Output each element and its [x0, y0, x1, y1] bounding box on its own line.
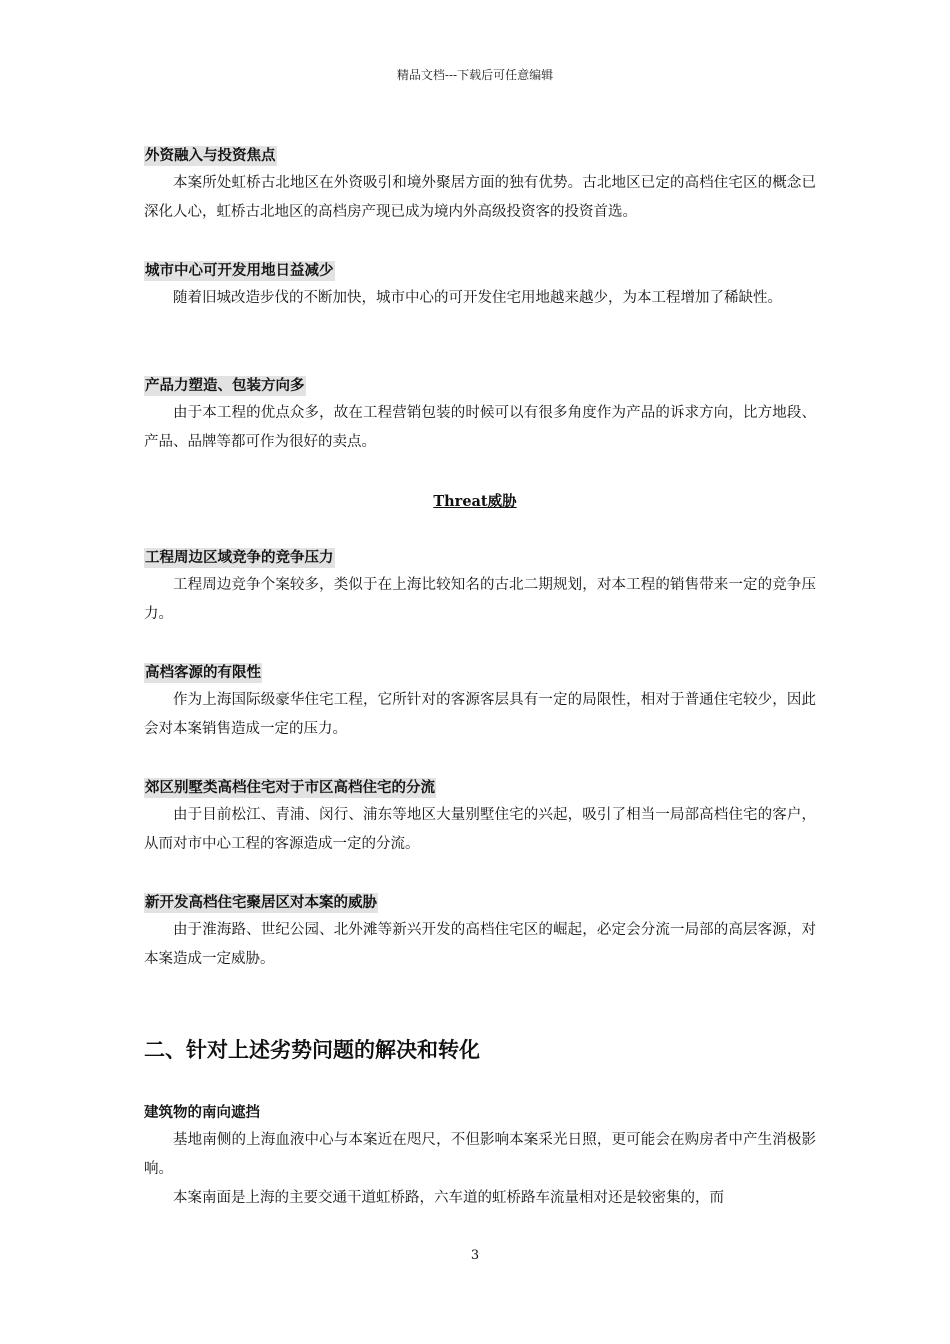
section-paragraph: 由于淮海路、世纪公园、北外滩等新兴开发的高档住宅区的崛起，必定会分流一局部的高层客源，对本案造成一定威胁。	[144, 922, 816, 967]
threat-competition	[144, 547, 816, 629]
section-product-packaging	[144, 375, 816, 457]
section-heading: 产品力塑造、包装方向多	[145, 378, 305, 394]
section-paragraph: 由于目前松江、青浦、闵行、浦东等地区大量别墅住宅的兴起，吸引了相当一局部高档住宅的客户，从而对市中心工程的客源造成一定的分流。	[144, 807, 816, 852]
section-paragraph: 随着旧城改造步伐的不断加快，城市中心的可开发住宅用地越来越少，为本工程增加了稀缺性。	[173, 290, 782, 306]
section-paragraph: 作为上海国际级豪华住宅工程，它所针对的客源客层具有一定的局限性，相对于普通住宅较少，因此会对本案销售造成一定的压力。	[144, 692, 816, 737]
section-paragraph: 由于本工程的优点众多，故在工程营销包装的时候可以有很多角度作为产品的诉求方向，比方地段、产品、品牌等都可作为很好的卖点。	[144, 405, 816, 450]
threat-new-developments	[144, 892, 816, 974]
section-heading: 外资融入与投资焦点	[145, 148, 276, 164]
section-heading: 城市中心可开发用地日益减少	[145, 263, 334, 279]
chapter-title: 二、针对上述劣势问题的解决和转化	[144, 1038, 480, 1062]
section-land-scarcity	[144, 260, 816, 313]
section-paragraph: 工程周边竞争个案较多，类似于在上海比较知名的古北二期规划，对本工程的销售带来一定的竞争压力。	[144, 577, 816, 622]
section-heading: 建筑物的南向遮挡	[144, 1105, 260, 1121]
section-paragraph: 基地南侧的上海血液中心与本案近在咫尺，不但影响本案采光日照，更可能会在购房者中产生消极影响。	[144, 1132, 816, 1177]
section-paragraph: 本案南面是上海的主要交通干道虹桥路，六车道的虹桥路车流量相对还是较密集的，而	[173, 1190, 724, 1206]
section-south-shading	[144, 1102, 816, 1213]
page-number: 3	[470, 1248, 480, 1263]
threat-suburban-villas	[144, 777, 816, 859]
section-heading: 高档客源的有限性	[145, 665, 261, 681]
section-heading: 新开发高档住宅聚居区对本案的威胁	[145, 895, 377, 911]
threat-title: Threat威胁	[433, 493, 517, 510]
section-foreign-investment	[144, 145, 816, 227]
section-paragraph: 本案所处虹桥古北地区在外资吸引和境外聚居方面的独有优势。古北地区已定的高档住宅区的概念已深化人心，虹桥古北地区的高档房产现已成为境内外高级投资客的投资首选。	[144, 175, 816, 220]
page-header: 精品文档---下载后可任意编辑	[396, 68, 554, 82]
threat-limited-clients	[144, 662, 816, 744]
section-heading: 郊区别墅类高档住宅对于市区高档住宅的分流	[145, 780, 435, 796]
section-heading: 工程周边区域竞争的竞争压力	[145, 550, 334, 566]
